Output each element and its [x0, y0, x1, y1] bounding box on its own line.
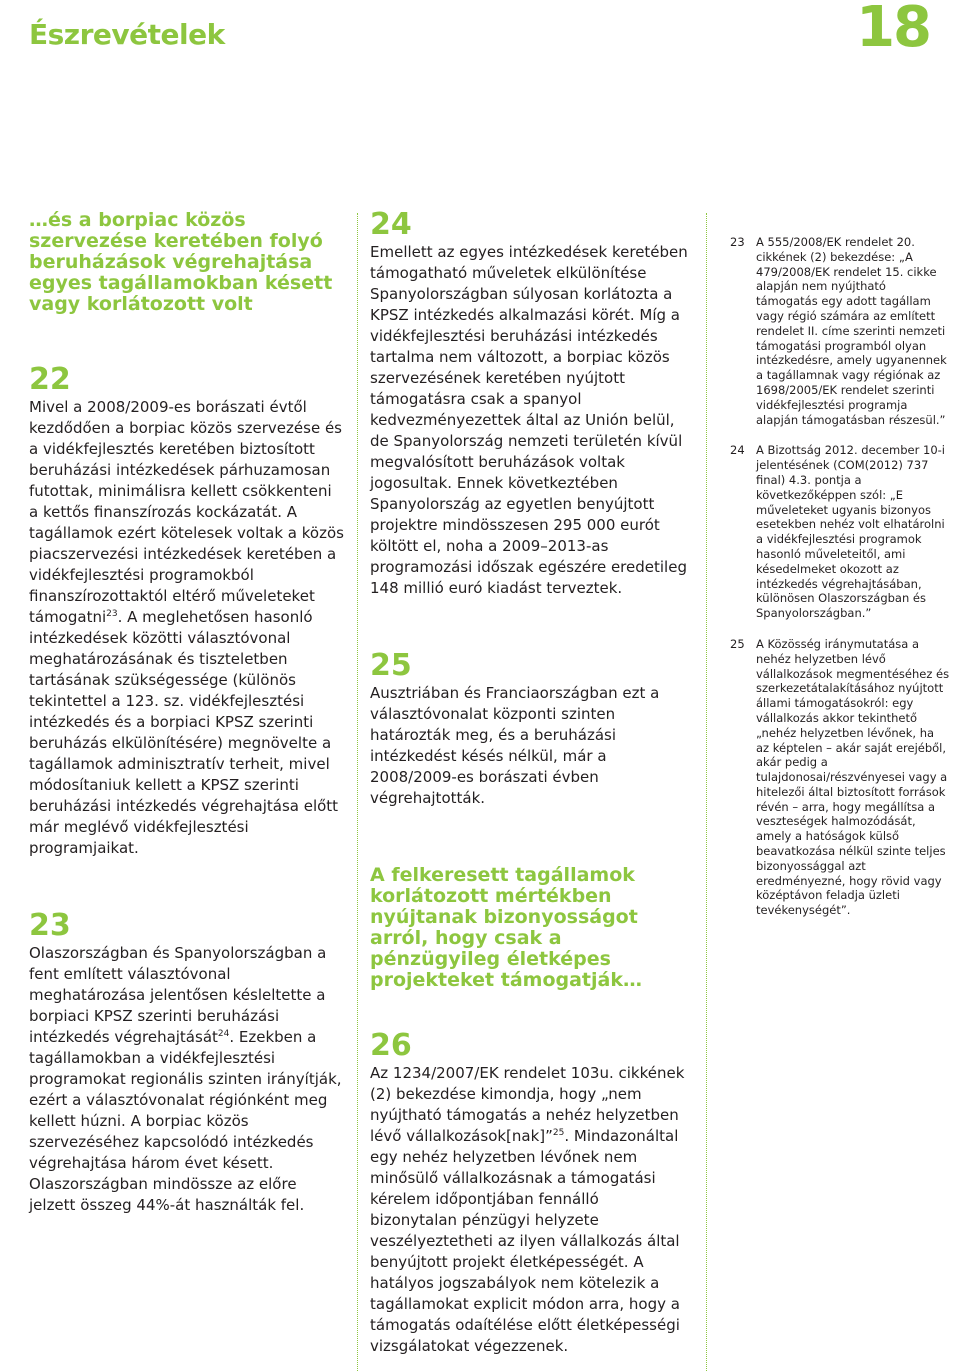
section-heading: …és a borpiac közös szervezése keretében folyó beruházások végrehajtása egyes tagállamokban késett vagy korlátozott volt — [29, 209, 333, 315]
subsection-heading: A felkeresett tagállamok korlátozott mértékben nyújtanak bizonyosságot arról, hogy csak a pénzügyileg életképes projekteket támogatják… — [370, 864, 642, 991]
footnote-ref-23[interactable]: 23 — [106, 609, 118, 619]
footnote-text: A Bizottság 2012. december 10-i jelentésének (COM(2012) 737 final) 4.3. pontja a következőképpen szól: „E műveleteket ugyanis bizonyos esetekben nehéz volt elhatárolni a vidékfejlesztési programok hasonló műveleteitől, ami késedelmeket okozott az intézkedés végrehajtásában, különösen Olaszországban és Spanyolországban.” — [756, 443, 945, 621]
footnote-ref-24[interactable]: 24 — [217, 1029, 230, 1039]
paragraph-23: Olaszországban és Spanyolországban a fent említett választóvonal meghatározása jelentősen késleltette a borpiaci KPSZ szerinti beruházási intézkedés végrehajtását$^{24}$. Ezekben a tagállamokban a vidékfejlesztési programokat regionális szinten irányítják, ezért a választóvonalat régiónként meg kellett húzni. A borpiac közös szervezéséhez kapcsolódó intézkedés végrehajtása három évet késett. Olaszországban mindössze az előre jelzett összeg 44%-át használták fel. — [29, 944, 342, 1214]
footnote-text: A 555/2008/EK rendelet 20. cikkének (2) bekezdése: „A 479/2008/EK rendelet 15. cikke alapján nem nyújtható támogatás egy adott tagállam vagy régió számára az említett rendelet II. címe szerinti nemzeti támogatási programból olyan intézkedésre, amely ugyanennek a tagállamnak vagy régiónak az 1698/2005/EK rendelet szerinti vidékfejlesztési programja alapján támogatásban részesül.” — [756, 235, 947, 427]
paragraph-24: Emellett az egyes intézkedések keretében támogatható műveletek elkülönítése Spanyolországban súlyosan korlátozta a KPSZ intézkedés alkalmazási körét. Míg a vidékfejlesztési beruházási intézkedés tartalma nem változott, a borpiac közös szervezésének keretében nyújtott támogatásra csak a spanyol kedvezményezettek által az Unión belül, de Spanyolország nemzeti területén kívül megvalósított beruházások voltak jogosultak. Ennek következtében Spanyolország az egyetlen benyújtott projektre mindösszesen 295 000 eurót költött el, noha a 2009–2013-as programozási időszak egészére eredetileg 148 millió euró kiadást terveztek. — [370, 243, 688, 597]
page-number: 18 — [856, 0, 930, 60]
column-left — [29, 210, 345, 1216]
paragraph-number-26: 26 — [370, 1028, 412, 1063]
footnote-ref-25[interactable]: 25 — [552, 1128, 565, 1138]
paragraph-25: Ausztriában és Franciaországban ezt a választóvonalat központi szinten határozták meg, és a beruházási intézkedést késés nélkül, már a 2008/2009-es borászati évben végrehajtották. — [370, 684, 660, 807]
footnote-24 — [730, 443, 950, 621]
paragraph-22: Mivel a 2008/2009-es borászati évtől kezdődően a borpiac közös szervezése és a vidékfejlesztés keretében biztosított beruházási intézkedések párhuzamosan futottak, minimálisra kellett csökkenteni a kettős finanszírozás kockázatát. A tagállamok ezért kötelesek voltak a közös piacszervezési intézkedések keretében a vidékfejlesztési programokból finanszírozottaktól eltérő műveleteket támogatni$^{23}$. A meglehetősen hasonló intézkedések közötti választóvonal meghatározásának és tiszteletben tartásának szükségessége (különös tekintettel a 123. sz. vidékfejlesztési intézkedés és a borpiaci KPSZ szerinti beruházás elkülönítésére) megnövelte a tagállamok adminisztratív terheit, mivel módosítaniuk kellett a KPSZ szerinti beruházási intézkedés végrehajtása előtt már meglévő vidékfejlesztési programjaikat. — [29, 398, 344, 857]
paragraph-number-22: 22 — [29, 362, 71, 397]
section-title: Észrevételek — [29, 18, 225, 51]
footnote-23 — [730, 235, 950, 427]
footnote-text: A Közösség iránymutatása a nehéz helyzetben lévő vállalkozások megmentéséhez és szerkezetátalakításához nyújtott állami támogatásokról: egy vállalkozás akkor tekinthető „nehéz helyzetben lévőnek, ha az képtelen – akár saját erejéből, akár pedig a tulajdonosai/részvényesei vagy a hitelezői által biztosított források révén – arra, hogy megállítsa a veszteségek halmozódását, amely a hatóságok külső beavatkozása nélkül szinte teljes bizonyossággal azt eredményezné, hogy rövid vagy középtávon feladja üzleti tevékenységét”. — [756, 636, 950, 918]
footnote-number: 23 — [730, 235, 745, 249]
paragraph-number-25: 25 — [370, 648, 412, 683]
footnotes-column — [730, 235, 950, 934]
footnote-number: 25 — [730, 636, 745, 651]
column-divider-left — [357, 213, 359, 1371]
column-middle — [370, 207, 688, 1357]
column-divider-right — [706, 213, 708, 1371]
paragraph-number-23: 23 — [29, 908, 71, 943]
footnote-number: 24 — [730, 443, 745, 458]
paragraph-26: Az 1234/2007/EK rendelet 103u. cikkének (2) bekezdése kimondja, hogy „nem nyújtható támogatás a nehéz helyzetben lévő vállalkozások[nak]”$^{25}$. Mindazonáltal egy nehéz helyzetben lévőnek nem minősülő vállalkozásnak a támogatási kérelem időpontjában fennálló bizonytalan pénzügyi helyzete veszélyeztetheti az ilyen vállalkozás által benyújtott projekt életképességét. A hatályos jogszabályok nem kötelezik a tagállamokat explicit módon arra, hogy a támogatás odaítélése előtt életképességi vizsgálatokat végezzenek. — [370, 1064, 685, 1355]
footnote-25 — [730, 637, 950, 918]
paragraph-number-24: 24 — [370, 207, 412, 242]
